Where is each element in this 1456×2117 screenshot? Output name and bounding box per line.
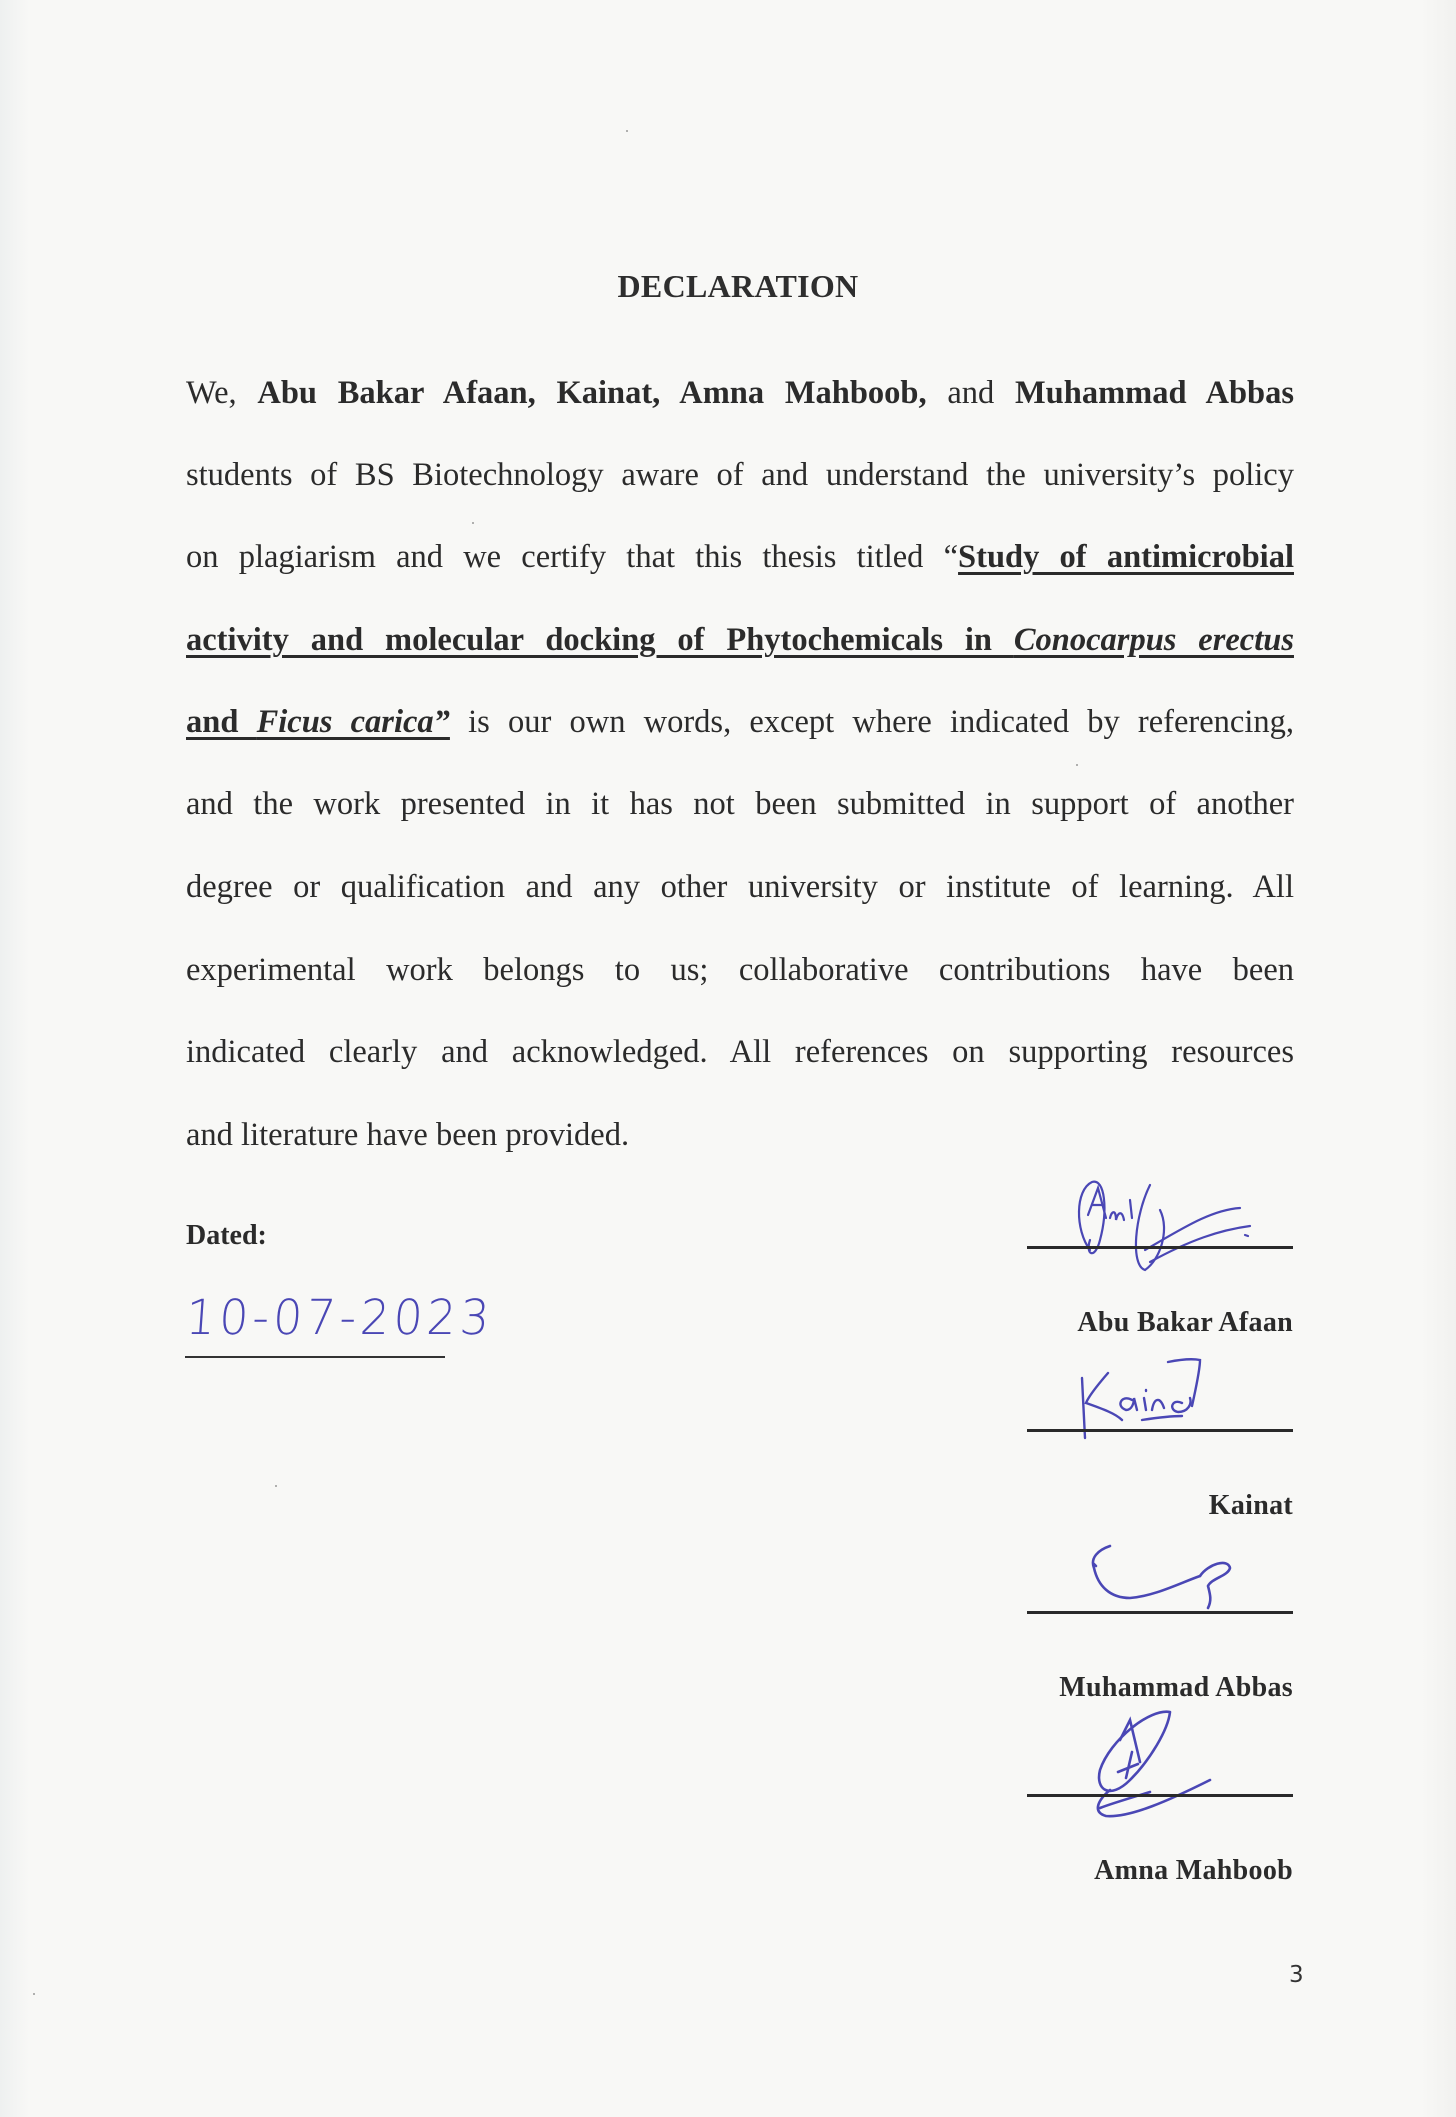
paragraph-line [186,1115,1294,1155]
signature-abu-bakar-afaan [1050,1170,1290,1280]
signature-kainat [1060,1348,1260,1448]
signature-line-3 [1027,1611,1293,1614]
text-segment: students of BS Biotechnology aware of and understand the university’s policy [186,457,1294,493]
text-segment: We, [186,375,258,411]
paragraph-line [186,537,1294,577]
paragraph-line [186,373,1294,413]
paragraph-line [186,867,1294,907]
scan-speck [472,522,474,524]
text-segment: and the work presented in it has not been submitted in support of another [186,786,1294,822]
signatory-name: Muhammad Abbas [1059,1672,1293,1703]
text-segment: Study of antimicrobial [958,539,1294,575]
signature-line-2 [1027,1429,1293,1432]
signature-muhammad-abbas [1080,1528,1280,1618]
text-segment: degree or qualification and any other university or institute of learning. All [186,869,1294,905]
scan-speck [626,130,628,132]
paragraph-line [186,702,1294,742]
paragraph-line [186,620,1294,660]
handwritten-date: 10-07-2023 [184,1288,496,1346]
signatory-name: Abu Bakar Afaan [1077,1307,1293,1338]
text-segment: is our own words, except where indicated by referencing, [449,704,1295,740]
signatory-name: Kainat [1208,1490,1293,1521]
text-segment: on plagiarism and we certify that this thesis titled “ [186,539,959,575]
date-underline [185,1356,445,1358]
scan-speck [33,1993,35,1995]
paragraph-line [186,950,1294,990]
text-segment: Abu Bakar Afaan, Kainat, Amna Mahboob, [257,375,927,411]
text-segment: and [186,704,257,740]
text-segment: experimental work belongs to us; collaborative contributions have been [186,952,1294,988]
text-segment: and [926,375,1015,411]
signatory-name: Amna Mahboob [1094,1855,1293,1886]
text-segment: Muhammad Abbas [1015,375,1294,411]
text-segment: indicated clearly and acknowledged. All references on supporting resources [186,1034,1294,1070]
signature-line-1 [1027,1246,1293,1249]
text-segment: Conocarpus erectus [1013,622,1294,658]
scan-speck [1076,764,1078,766]
paragraph-line [186,455,1294,495]
paragraph-line [186,1032,1294,1072]
dated-label: Dated: [186,1220,267,1251]
paragraph-line [186,784,1294,824]
signature-line-4 [1027,1794,1293,1797]
signature-amna-mahboob [1050,1700,1250,1830]
text-segment: and literature have been provided. [186,1117,630,1153]
document-title: DECLARATION [617,268,859,304]
text-segment: Ficus carica” [256,704,450,740]
page-number: 3 [1289,1962,1304,1988]
scan-speck [275,1485,277,1487]
text-segment: activity and molecular docking of Phytochemicals in [186,622,1014,658]
